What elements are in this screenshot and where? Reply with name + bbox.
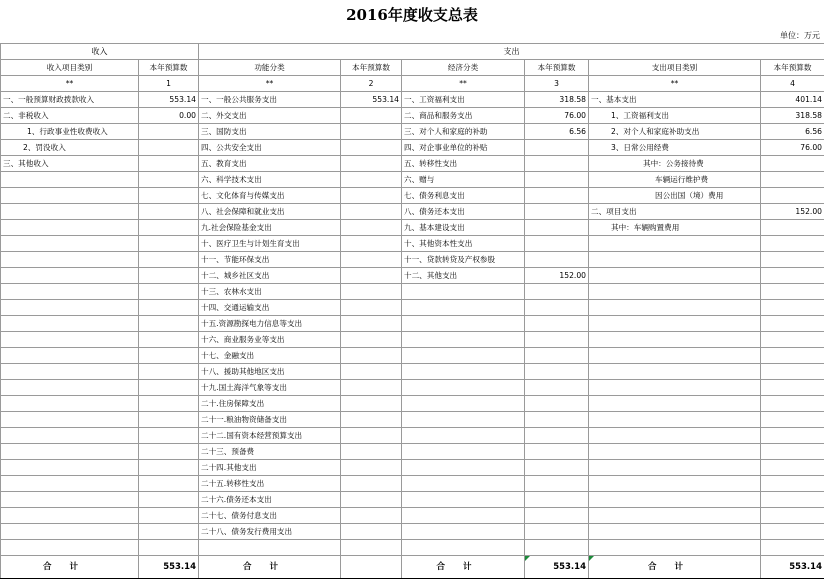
economic-budget-cell[interactable] (525, 332, 589, 348)
expense-type-cell[interactable] (589, 460, 761, 476)
function-budget-cell[interactable] (341, 364, 402, 380)
income-budget-cell[interactable] (139, 332, 199, 348)
income-budget-cell[interactable] (139, 188, 199, 204)
marker-cell[interactable]: 4 (761, 76, 824, 92)
income-budget-cell[interactable] (139, 140, 199, 156)
function-budget-cell[interactable] (341, 412, 402, 428)
income-budget-cell[interactable] (139, 268, 199, 284)
function-type-cell[interactable]: 七、文化体育与传媒支出 (199, 188, 341, 204)
expense-budget-cell[interactable] (761, 172, 824, 188)
expense-type-cell[interactable]: 其中：车辆购置费用 (589, 220, 761, 236)
col-budget-2[interactable]: 本年预算数 (341, 60, 402, 76)
function-budget-cell[interactable] (341, 428, 402, 444)
income-type-cell[interactable] (1, 172, 139, 188)
economic-type-cell[interactable]: 五、转移性支出 (402, 156, 525, 172)
economic-type-cell[interactable] (402, 284, 525, 300)
economic-budget-cell[interactable] (525, 156, 589, 172)
total-row (1, 556, 824, 579)
expense-type-cell[interactable] (589, 444, 761, 460)
expense-budget-cell[interactable]: 76.00 (761, 140, 824, 156)
table-row (1, 332, 824, 348)
function-type-cell[interactable]: 二十二.国有资本经营预算支出 (199, 428, 341, 444)
income-budget-cell[interactable] (139, 524, 199, 540)
expense-type-cell[interactable] (589, 540, 761, 556)
expense-budget-cell[interactable] (761, 540, 824, 556)
economic-budget-cell[interactable] (525, 460, 589, 476)
table-row (1, 492, 824, 508)
function-budget-cell[interactable] (341, 268, 402, 284)
function-budget-cell[interactable] (341, 124, 402, 140)
function-type-cell[interactable]: 二十七、债务付息支出 (199, 508, 341, 524)
economic-budget-cell[interactable] (525, 540, 589, 556)
col-budget-3[interactable]: 本年预算数 (525, 60, 589, 76)
economic-type-cell[interactable]: 十二、其他支出 (402, 268, 525, 284)
economic-type-cell[interactable]: 七、债务利息支出 (402, 188, 525, 204)
total-income-value[interactable]: 553.14 (139, 556, 199, 579)
table-row (1, 412, 824, 428)
total-label-economic[interactable]: 合计 (402, 556, 525, 579)
economic-budget-cell[interactable] (525, 476, 589, 492)
economic-type-cell[interactable] (402, 444, 525, 460)
economic-budget-cell[interactable] (525, 428, 589, 444)
expense-budget-cell[interactable] (761, 380, 824, 396)
economic-budget-cell[interactable] (525, 172, 589, 188)
income-type-cell[interactable]: 2、罚没收入 (1, 140, 139, 156)
income-type-cell[interactable] (1, 460, 139, 476)
function-type-cell[interactable]: 二、外交支出 (199, 108, 341, 124)
economic-budget-cell[interactable] (525, 524, 589, 540)
function-budget-cell[interactable] (341, 460, 402, 476)
table-row (1, 156, 824, 172)
expense-type-cell[interactable] (589, 284, 761, 300)
table-row (1, 316, 824, 332)
function-budget-cell[interactable] (341, 284, 402, 300)
expense-type-cell[interactable] (589, 316, 761, 332)
expense-type-cell[interactable] (589, 476, 761, 492)
economic-type-cell[interactable]: 三、对个人和家庭的补助 (402, 124, 525, 140)
economic-type-cell[interactable] (402, 412, 525, 428)
expense-type-cell[interactable] (589, 364, 761, 380)
economic-type-cell[interactable] (402, 428, 525, 444)
expense-budget-cell[interactable] (761, 332, 824, 348)
income-type-cell[interactable] (1, 524, 139, 540)
marker-cell[interactable]: ** (1, 76, 139, 92)
function-type-cell[interactable]: 十七、金融支出 (199, 348, 341, 364)
table-row (1, 92, 824, 108)
economic-type-cell[interactable] (402, 476, 525, 492)
page-title: 2016年度收支总表 (346, 6, 478, 24)
table-row (1, 460, 824, 476)
expense-type-cell[interactable] (589, 524, 761, 540)
economic-type-cell[interactable]: 二、商品和服务支出 (402, 108, 525, 124)
function-type-cell[interactable]: 八、社会保障和就业支出 (199, 204, 341, 220)
economic-type-cell[interactable] (402, 364, 525, 380)
expense-budget-cell[interactable] (761, 444, 824, 460)
economic-type-cell[interactable]: 十、其他资本性支出 (402, 236, 525, 252)
expense-type-cell[interactable] (589, 332, 761, 348)
function-type-cell[interactable]: 三、国防支出 (199, 124, 341, 140)
income-budget-cell[interactable]: 553.14 (139, 92, 199, 108)
expense-budget-cell[interactable] (761, 268, 824, 284)
marker-cell[interactable]: 2 (341, 76, 402, 92)
income-type-cell[interactable] (1, 220, 139, 236)
table-row (1, 540, 824, 556)
income-budget-cell[interactable] (139, 300, 199, 316)
income-budget-cell[interactable]: 0.00 (139, 108, 199, 124)
function-budget-cell[interactable] (341, 220, 402, 236)
expense-type-cell[interactable] (589, 300, 761, 316)
table-row (1, 284, 824, 300)
function-budget-cell[interactable] (341, 188, 402, 204)
income-type-cell[interactable] (1, 364, 139, 380)
budget-table (0, 43, 824, 579)
col-economic-type[interactable]: 经济分类 (402, 60, 525, 76)
table-row (1, 524, 824, 540)
income-budget-cell[interactable] (139, 172, 199, 188)
expense-type-cell[interactable]: 一、基本支出 (589, 92, 761, 108)
function-budget-cell[interactable] (341, 204, 402, 220)
function-type-cell[interactable]: 十五.资源勘探电力信息等支出 (199, 316, 341, 332)
economic-budget-cell[interactable]: 76.00 (525, 108, 589, 124)
economic-type-cell[interactable] (402, 492, 525, 508)
income-type-cell[interactable]: 三、其他收入 (1, 156, 139, 172)
income-type-cell[interactable] (1, 396, 139, 412)
table-row (1, 364, 824, 380)
economic-type-cell[interactable]: 四、对企事业单位的补贴 (402, 140, 525, 156)
income-budget-cell[interactable] (139, 476, 199, 492)
income-type-cell[interactable] (1, 188, 139, 204)
col-budget-4[interactable]: 本年预算数 (761, 60, 824, 76)
expense-budget-cell[interactable] (761, 316, 824, 332)
col-function-type[interactable]: 功能分类 (199, 60, 341, 76)
expense-type-cell[interactable] (589, 236, 761, 252)
economic-type-cell[interactable] (402, 540, 525, 556)
economic-type-cell[interactable]: 一、工资福利支出 (402, 92, 525, 108)
economic-type-cell[interactable] (402, 348, 525, 364)
expense-type-cell[interactable]: 2、对个人和家庭补助支出 (589, 124, 761, 140)
total-economic-value[interactable]: 553.14 (525, 556, 589, 579)
table-row (1, 252, 824, 268)
marker-row (1, 76, 824, 92)
function-budget-cell[interactable] (341, 140, 402, 156)
col-budget-1[interactable]: 本年预算数 (139, 60, 199, 76)
expense-type-cell[interactable] (589, 428, 761, 444)
income-type-cell[interactable] (1, 300, 139, 316)
function-type-cell[interactable]: 二十三、预备费 (199, 444, 341, 460)
expense-type-cell[interactable] (589, 396, 761, 412)
table-row (1, 508, 824, 524)
economic-budget-cell[interactable] (525, 508, 589, 524)
economic-budget-cell[interactable] (525, 300, 589, 316)
function-budget-cell[interactable] (341, 508, 402, 524)
function-budget-cell[interactable] (341, 444, 402, 460)
income-budget-cell[interactable] (139, 540, 199, 556)
marker-cell[interactable]: ** (589, 76, 761, 92)
income-budget-cell[interactable] (139, 492, 199, 508)
table-row (1, 396, 824, 412)
economic-type-cell[interactable] (402, 380, 525, 396)
income-budget-cell[interactable] (139, 156, 199, 172)
expense-type-cell[interactable]: 其中：公务接待费 (589, 156, 761, 172)
expense-type-cell[interactable]: 1、工资福利支出 (589, 108, 761, 124)
table-row (1, 428, 824, 444)
table-row (1, 348, 824, 364)
income-budget-cell[interactable] (139, 316, 199, 332)
function-budget-cell[interactable] (341, 108, 402, 124)
function-type-cell[interactable]: 十六、商业服务业等支出 (199, 332, 341, 348)
income-budget-cell[interactable] (139, 412, 199, 428)
economic-type-cell[interactable] (402, 460, 525, 476)
income-type-cell[interactable] (1, 268, 139, 284)
function-budget-cell[interactable] (341, 492, 402, 508)
function-type-cell[interactable]: 二十一.粮油物资储备支出 (199, 412, 341, 428)
expense-budget-cell[interactable]: 401.14 (761, 92, 824, 108)
table-row (1, 124, 824, 140)
economic-budget-cell[interactable]: 318.58 (525, 92, 589, 108)
function-budget-cell[interactable]: 553.14 (341, 92, 402, 108)
income-budget-cell[interactable] (139, 252, 199, 268)
function-budget-cell[interactable] (341, 252, 402, 268)
economic-budget-cell[interactable] (525, 348, 589, 364)
marker-cell[interactable]: ** (199, 76, 341, 92)
table-row (1, 108, 824, 124)
expense-budget-cell[interactable]: 152.00 (761, 204, 824, 220)
income-type-cell[interactable] (1, 508, 139, 524)
income-budget-cell[interactable] (139, 204, 199, 220)
function-type-cell[interactable]: 二十六.债务还本支出 (199, 492, 341, 508)
function-budget-cell[interactable] (341, 236, 402, 252)
marker-cell[interactable]: ** (402, 76, 525, 92)
income-type-cell[interactable] (1, 412, 139, 428)
expense-budget-cell[interactable] (761, 252, 824, 268)
expense-budget-cell[interactable] (761, 476, 824, 492)
income-type-cell[interactable]: 二、非税收入 (1, 108, 139, 124)
income-type-cell[interactable]: 一、一般预算财政拨款收入 (1, 92, 139, 108)
expense-budget-cell[interactable]: 318.58 (761, 108, 824, 124)
function-type-cell[interactable]: 二十四.其他支出 (199, 460, 341, 476)
expense-type-cell[interactable] (589, 412, 761, 428)
economic-type-cell[interactable] (402, 508, 525, 524)
expense-type-cell[interactable] (589, 380, 761, 396)
income-type-cell[interactable] (1, 492, 139, 508)
expense-budget-cell[interactable] (761, 412, 824, 428)
income-type-cell[interactable] (1, 380, 139, 396)
economic-type-cell[interactable]: 六、赠与 (402, 172, 525, 188)
economic-type-cell[interactable]: 八、债务还本支出 (402, 204, 525, 220)
expense-section-header[interactable]: 支出 (199, 44, 824, 60)
function-type-cell[interactable]: 十二、城乡社区支出 (199, 268, 341, 284)
income-type-cell[interactable]: 1、行政事业性收费收入 (1, 124, 139, 140)
total-label-expense[interactable]: 合计 (589, 556, 761, 579)
income-budget-cell[interactable] (139, 508, 199, 524)
expense-budget-cell[interactable] (761, 524, 824, 540)
expense-type-cell[interactable] (589, 492, 761, 508)
section-header-row (1, 44, 824, 60)
income-section-header[interactable]: 收入 (1, 44, 199, 60)
table-row (1, 300, 824, 316)
function-type-cell[interactable]: 十一、节能环保支出 (199, 252, 341, 268)
income-budget-cell[interactable] (139, 428, 199, 444)
expense-budget-cell[interactable] (761, 364, 824, 380)
function-type-cell[interactable]: 九.社会保险基金支出 (199, 220, 341, 236)
income-type-cell[interactable] (1, 284, 139, 300)
function-type-cell[interactable]: 一、一般公共服务支出 (199, 92, 341, 108)
expense-budget-cell[interactable] (761, 460, 824, 476)
income-type-cell[interactable] (1, 252, 139, 268)
col-expense-type[interactable]: 支出项目类别 (589, 60, 761, 76)
economic-budget-cell[interactable] (525, 252, 589, 268)
income-budget-cell[interactable] (139, 364, 199, 380)
marker-cell[interactable]: 3 (525, 76, 589, 92)
economic-budget-cell[interactable] (525, 492, 589, 508)
table-row (1, 444, 824, 460)
income-budget-cell[interactable] (139, 444, 199, 460)
function-type-cell[interactable]: 十、医疗卫生与计划生育支出 (199, 236, 341, 252)
table-row (1, 140, 824, 156)
table-row (1, 236, 824, 252)
expense-type-cell[interactable] (589, 508, 761, 524)
economic-budget-cell[interactable] (525, 396, 589, 412)
function-type-cell[interactable]: 二十八、债务发行费用支出 (199, 524, 341, 540)
function-type-cell[interactable]: 十九.国土海洋气象等支出 (199, 380, 341, 396)
income-budget-cell[interactable] (139, 460, 199, 476)
economic-budget-cell[interactable]: 6.56 (525, 124, 589, 140)
total-expense-value[interactable]: 553.14 (761, 556, 824, 579)
function-budget-cell[interactable] (341, 156, 402, 172)
expense-budget-cell[interactable] (761, 492, 824, 508)
income-type-cell[interactable] (1, 204, 139, 220)
expense-budget-cell[interactable]: 6.56 (761, 124, 824, 140)
economic-type-cell[interactable] (402, 524, 525, 540)
economic-budget-cell[interactable] (525, 140, 589, 156)
expense-budget-cell[interactable] (761, 300, 824, 316)
expense-budget-cell[interactable] (761, 156, 824, 172)
function-type-cell[interactable]: 二十.住房保障支出 (199, 396, 341, 412)
function-budget-cell[interactable] (341, 316, 402, 332)
function-type-cell[interactable]: 十八、援助其他地区支出 (199, 364, 341, 380)
column-header-row (1, 60, 824, 76)
table-row (1, 476, 824, 492)
economic-budget-cell[interactable] (525, 204, 589, 220)
expense-type-cell[interactable]: 车辆运行维护费 (589, 172, 761, 188)
economic-type-cell[interactable] (402, 316, 525, 332)
income-budget-cell[interactable] (139, 284, 199, 300)
function-type-cell[interactable]: 五、教育支出 (199, 156, 341, 172)
income-budget-cell[interactable] (139, 220, 199, 236)
expense-type-cell[interactable] (589, 268, 761, 284)
function-budget-cell[interactable] (341, 476, 402, 492)
income-budget-cell[interactable] (139, 396, 199, 412)
function-type-cell[interactable]: 四、公共安全支出 (199, 140, 341, 156)
expense-type-cell[interactable]: 3、日常公用经费 (589, 140, 761, 156)
income-budget-cell[interactable] (139, 124, 199, 140)
table-row (1, 188, 824, 204)
economic-budget-cell[interactable] (525, 444, 589, 460)
function-type-cell[interactable]: 十三、农林水支出 (199, 284, 341, 300)
expense-budget-cell[interactable] (761, 220, 824, 236)
function-budget-cell[interactable] (341, 540, 402, 556)
expense-type-cell[interactable]: 因公出国（境）费用 (589, 188, 761, 204)
expense-type-cell[interactable] (589, 348, 761, 364)
income-type-cell[interactable] (1, 332, 139, 348)
table-row (1, 172, 824, 188)
economic-budget-cell[interactable] (525, 412, 589, 428)
income-type-cell[interactable] (1, 540, 139, 556)
income-type-cell[interactable] (1, 428, 139, 444)
total-label-function[interactable]: 合计 (199, 556, 341, 579)
income-type-cell[interactable] (1, 444, 139, 460)
table-row (1, 380, 824, 396)
function-budget-cell[interactable] (341, 524, 402, 540)
expense-type-cell[interactable] (589, 252, 761, 268)
expense-budget-cell[interactable] (761, 188, 824, 204)
economic-type-cell[interactable]: 十一、贷款转贷及产权参股 (402, 252, 525, 268)
expense-budget-cell[interactable] (761, 348, 824, 364)
economic-budget-cell[interactable] (525, 284, 589, 300)
expense-budget-cell[interactable] (761, 428, 824, 444)
function-budget-cell[interactable] (341, 300, 402, 316)
function-budget-cell[interactable] (341, 172, 402, 188)
function-type-cell[interactable]: 十四、交通运输支出 (199, 300, 341, 316)
economic-budget-cell[interactable] (525, 364, 589, 380)
function-budget-cell[interactable] (341, 380, 402, 396)
income-budget-cell[interactable] (139, 380, 199, 396)
function-budget-cell[interactable] (341, 348, 402, 364)
income-type-cell[interactable] (1, 316, 139, 332)
income-type-cell[interactable] (1, 476, 139, 492)
expense-budget-cell[interactable] (761, 284, 824, 300)
economic-budget-cell[interactable] (525, 220, 589, 236)
economic-type-cell[interactable] (402, 300, 525, 316)
function-budget-cell[interactable] (341, 396, 402, 412)
economic-budget-cell[interactable] (525, 380, 589, 396)
expense-budget-cell[interactable] (761, 236, 824, 252)
function-type-cell[interactable] (199, 540, 341, 556)
economic-budget-cell[interactable]: 152.00 (525, 268, 589, 284)
expense-type-cell[interactable]: 二、项目支出 (589, 204, 761, 220)
income-budget-cell[interactable] (139, 236, 199, 252)
economic-type-cell[interactable] (402, 396, 525, 412)
income-type-cell[interactable] (1, 348, 139, 364)
table-row (1, 220, 824, 236)
economic-type-cell[interactable]: 九、基本建设支出 (402, 220, 525, 236)
expense-budget-cell[interactable] (761, 508, 824, 524)
economic-budget-cell[interactable] (525, 236, 589, 252)
function-type-cell[interactable]: 六、科学技术支出 (199, 172, 341, 188)
marker-cell[interactable]: 1 (139, 76, 199, 92)
economic-budget-cell[interactable] (525, 316, 589, 332)
income-type-cell[interactable] (1, 236, 139, 252)
function-type-cell[interactable]: 二十五.转移性支出 (199, 476, 341, 492)
unit-label: 单位：万元 (780, 31, 820, 40)
total-function-value[interactable] (341, 556, 402, 579)
economic-budget-cell[interactable] (525, 188, 589, 204)
col-income-type[interactable]: 收入项目类别 (1, 60, 139, 76)
expense-budget-cell[interactable] (761, 396, 824, 412)
table-row (1, 268, 824, 284)
total-label-income[interactable]: 合计 (1, 556, 139, 579)
economic-type-cell[interactable] (402, 332, 525, 348)
income-budget-cell[interactable] (139, 348, 199, 364)
table-row (1, 204, 824, 220)
function-budget-cell[interactable] (341, 332, 402, 348)
